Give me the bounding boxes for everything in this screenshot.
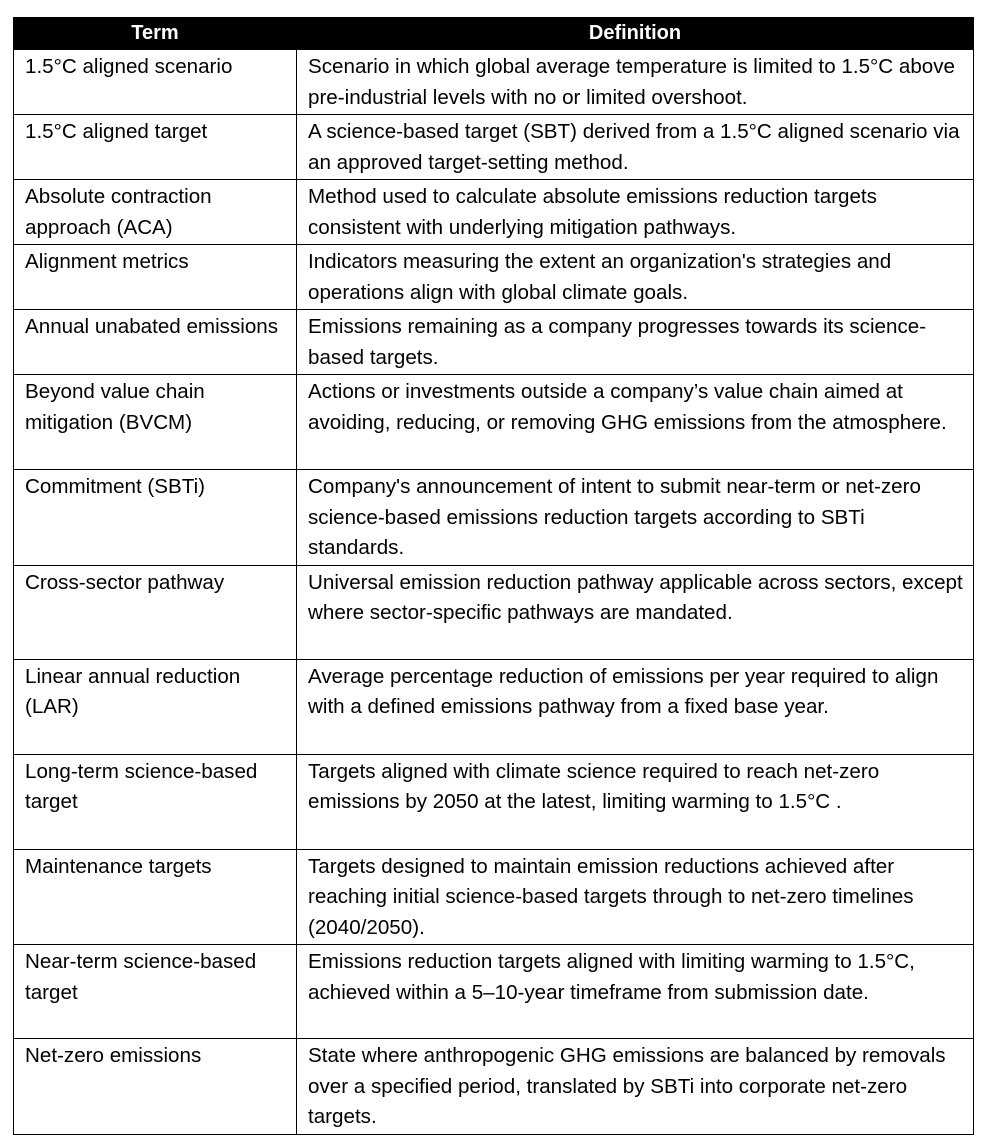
definition-cell: Scenario in which global average temperature is limited to 1.5°C above pre-industrial levels with no or limited overshoot.: [297, 50, 974, 115]
table-body: [14, 50, 974, 1135]
term-column-header: Term: [14, 18, 297, 50]
term-cell: Commitment (SBTi): [14, 470, 297, 566]
term-cell: Alignment metrics: [14, 245, 297, 310]
definition-cell: State where anthropogenic GHG emissions are balanced by removals over a specified period, translated by SBTi into corporate net-zero targets.: [297, 1039, 974, 1135]
definition-cell: Actions or investments outside a company’s value chain aimed at avoiding, reducing, or removing GHG emissions from the atmosphere.: [297, 375, 974, 470]
table-row: [14, 50, 974, 115]
header-row: [14, 18, 974, 50]
table-row: [14, 470, 974, 566]
term-cell: Absolute contraction approach (ACA): [14, 180, 297, 245]
table-row: [14, 1039, 974, 1135]
table-header: [14, 18, 974, 50]
table-row: [14, 180, 974, 245]
term-cell: Near-term science-based target: [14, 945, 297, 1039]
definition-cell: Company's announcement of intent to submit near-term or net-zero science-based emissions reduction targets according to SBTi standards.: [297, 470, 974, 566]
definition-cell: Indicators measuring the extent an organization's strategies and operations align with global climate goals.: [297, 245, 974, 310]
table-row: [14, 375, 974, 470]
term-cell: Long-term science-based target: [14, 754, 297, 849]
term-cell: Cross-sector pathway: [14, 565, 297, 659]
table-row: [14, 565, 974, 659]
term-cell: Linear annual reduction (LAR): [14, 659, 297, 754]
definition-cell: Targets aligned with climate science required to reach net-zero emissions by 2050 at the latest, limiting warming to 1.5°C .: [297, 754, 974, 849]
term-cell: Maintenance targets: [14, 849, 297, 945]
table-row: [14, 310, 974, 375]
definition-cell: Emissions reduction targets aligned with limiting warming to 1.5°C, achieved within a 5–10-year timeframe from submission date.: [297, 945, 974, 1039]
term-cell: Net-zero emissions: [14, 1039, 297, 1135]
definition-column-header: Definition: [297, 18, 974, 50]
glossary-table: [13, 17, 974, 1135]
definition-cell: Emissions remaining as a company progresses towards its science-based targets.: [297, 310, 974, 375]
table-row: [14, 754, 974, 849]
term-cell: Beyond value chain mitigation (BVCM): [14, 375, 297, 470]
table-row: [14, 849, 974, 945]
definition-cell: Average percentage reduction of emissions per year required to align with a defined emissions pathway from a fixed base year.: [297, 659, 974, 754]
table-row: [14, 659, 974, 754]
term-cell: 1.5°C aligned target: [14, 115, 297, 180]
term-cell: Annual unabated emissions: [14, 310, 297, 375]
definition-cell: A science-based target (SBT) derived from a 1.5°C aligned scenario via an approved target-setting method.: [297, 115, 974, 180]
definition-cell: Targets designed to maintain emission reductions achieved after reaching initial science-based targets through to net-zero timelines (2040/2050).: [297, 849, 974, 945]
definition-cell: Universal emission reduction pathway applicable across sectors, except where sector-specific pathways are mandated.: [297, 565, 974, 659]
term-cell: 1.5°C aligned scenario: [14, 50, 297, 115]
table-row: [14, 245, 974, 310]
table-row: [14, 115, 974, 180]
definition-cell: Method used to calculate absolute emissions reduction targets consistent with underlying mitigation pathways.: [297, 180, 974, 245]
table-row: [14, 945, 974, 1039]
